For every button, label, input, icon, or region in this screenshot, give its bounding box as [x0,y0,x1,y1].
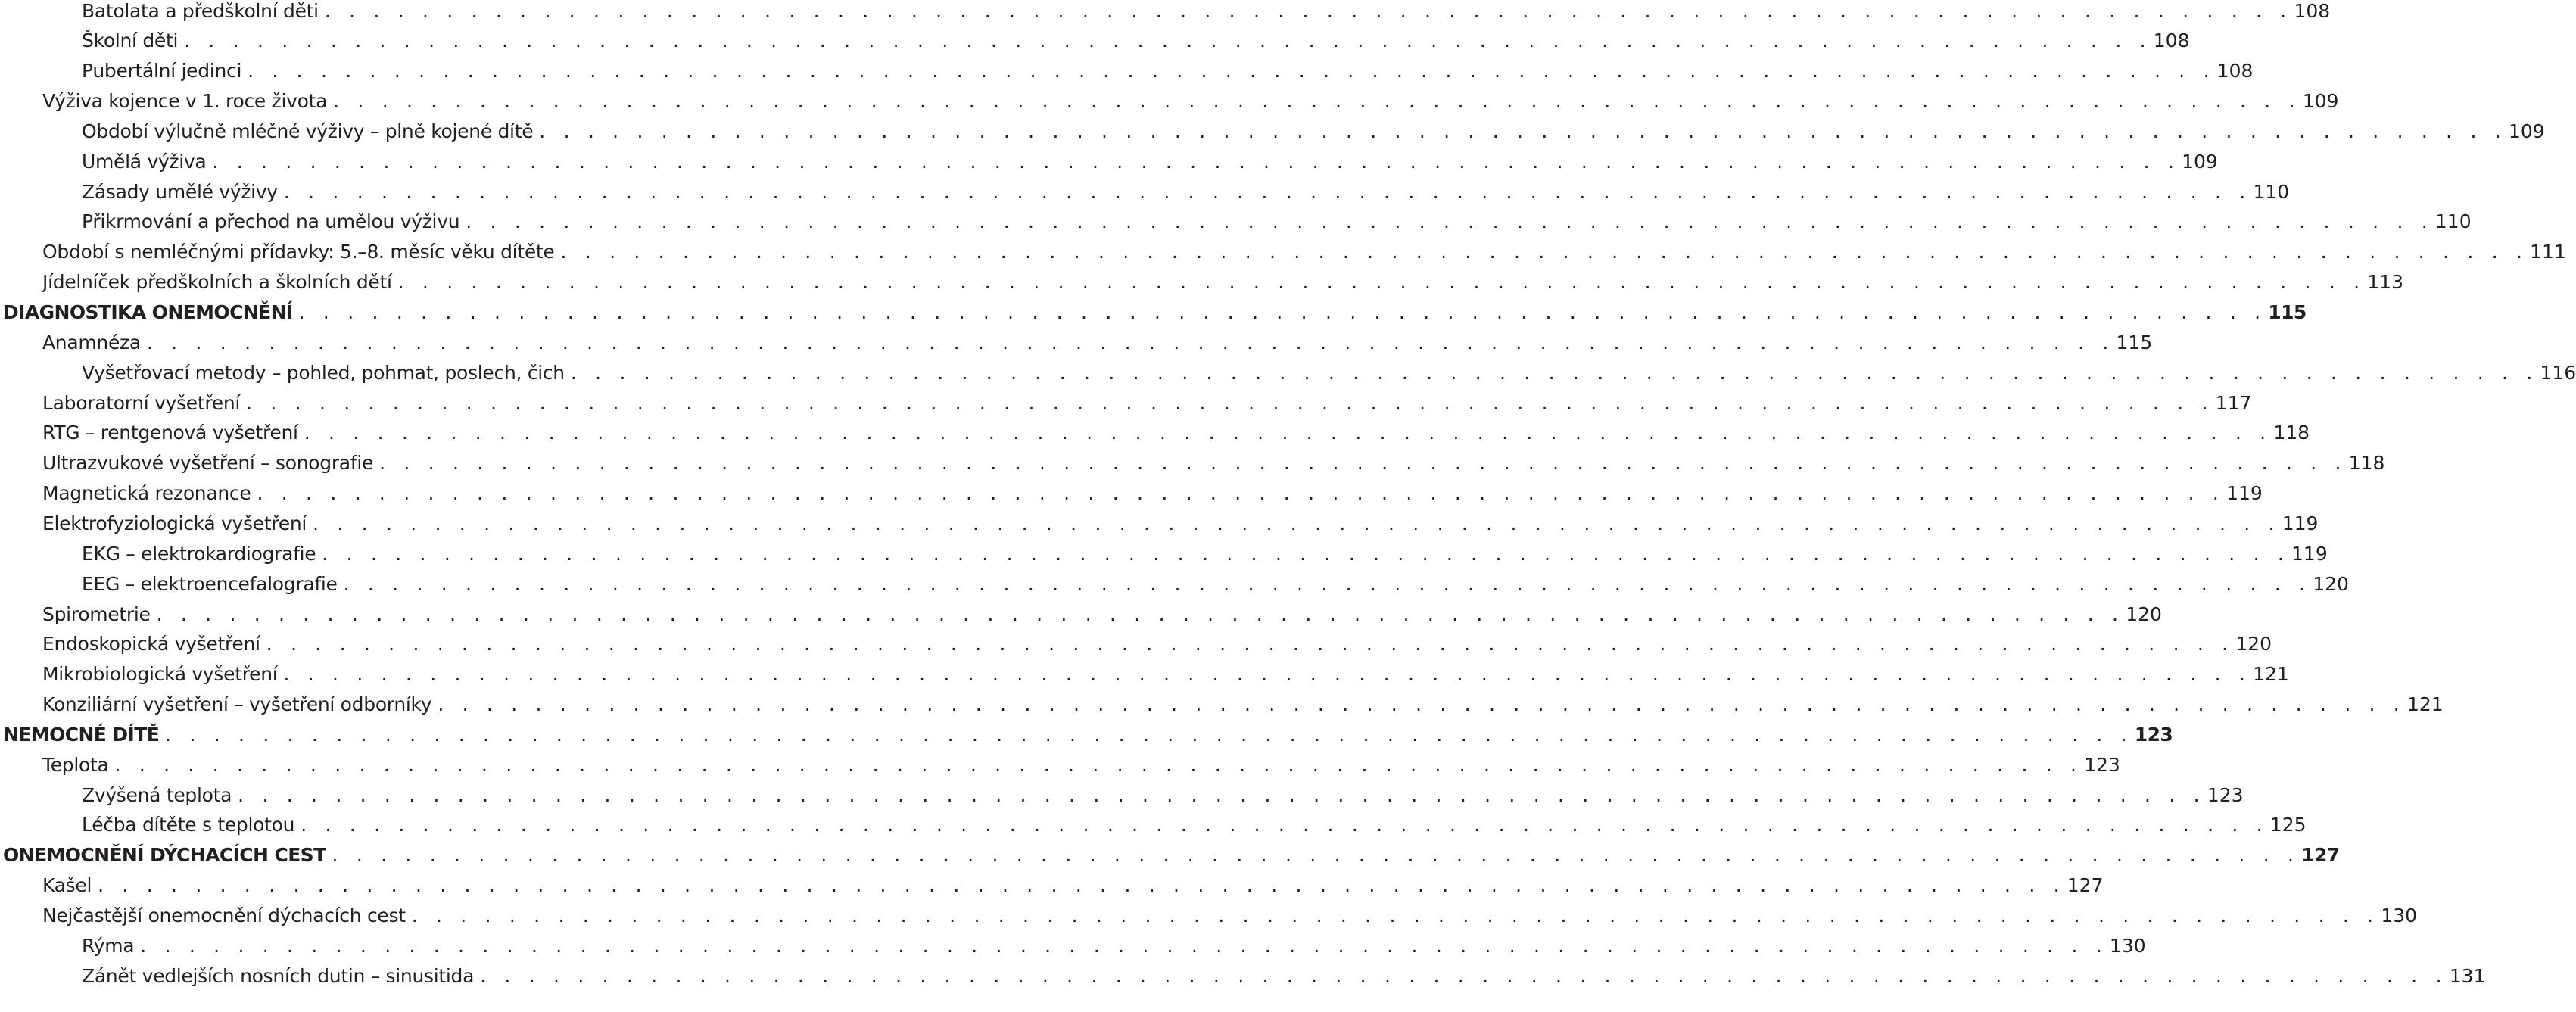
toc-entry-title: Endoskopická vyšetření [42,633,260,655]
toc-dot-leader: . . . . . . . . . . . . . . . . . . . . . . . . . . . . . . . . . . . . . . . . . . . . . . . . . . . . . . . . . . . . . . . . . . . . . . . . . . . . . . . . . [480,964,2448,987]
toc-entry-title: Přikrmování a přechod na umělou výživu [82,210,460,233]
toc-entry-row [82,176,2290,207]
toc-entry[interactable] [0,961,2486,991]
toc-entry[interactable] [0,146,2218,176]
toc-dot-leader: . . . . . . . . . . . . . . . . . . . . . . . . . . . . . . . . . . . . . . . . . . . . . . . . . . . . . . . . . . . . . . . . . . . . . . . . . . . . . . . . . [304,422,2272,444]
toc-dot-leader: . . . . . . . . . . . . . . . . . . . . . . . . . . . . . . . . . . . . . . . . . . . . . . . . . . . . . . . . . . . . . . . . . . . . . . . . . . . . . . . . . [257,482,2226,505]
toc-entry-page-number: 115 [2268,301,2307,323]
toc-entry-title: Zásady umělé výživy [82,180,278,203]
toc-dot-leader: . . . . . . . . . . . . . . . . . . . . . . . . . . . . . . . . . . . . . . . . . . . . . . . . . . . . . . . . . . . . . . . . . . . . . . . . . . . . . . . . . [283,663,2252,686]
toc-dot-leader: . . . . . . . . . . . . . . . . . . . . . . . . . . . . . . . . . . . . . . . . . . . . . . . . . . . . . . . . . . . . . . . . . . . . . . . . . . . . . . . . . [146,331,2115,353]
toc-dot-leader: . . . . . . . . . . . . . . . . . . . . . . . . . . . . . . . . . . . . . . . . . . . . . . . . . . . . . . . . . . . . . . . . . . . . . . . . . . . . . . . . . [114,753,2083,776]
toc-dot-leader: . . . . . . . . . . . . . . . . . . . . . . . . . . . . . . . . . . . . . . . . . . . . . . . . . . . . . . . . . . . . . . . . . . . . . . . . . . . . . . . . . [156,603,2125,625]
toc-dot-leader: . . . . . . . . . . . . . . . . . . . . . . . . . . . . . . . . . . . . . . . . . . . . . . . . . . . . . . . . . . . . . . . . . . . . . . . . . . . . . . . . . [140,934,2108,957]
toc-entry-page-number: 125 [2269,814,2307,836]
toc-entry[interactable] [0,116,2545,146]
toc-dot-leader: . . . . . . . . . . . . . . . . . . . . . . . . . . . . . . . . . . . . . . . . . . . . . . . . . . . . . . . . . . . . . . . . . . . . . . . . . . . . . . . . . [248,60,2216,83]
toc-chapter-entry[interactable] [0,297,2307,328]
toc-entry-row [42,237,2566,267]
toc-entry[interactable] [0,478,2263,509]
toc-entry-title: Magnetická rezonance [42,482,251,505]
toc-entry-title: Rýma [82,934,135,957]
toc-entry-row [42,388,2252,418]
toc-entry-page-number: 111 [2530,241,2566,263]
toc-entry[interactable] [0,568,2349,599]
toc-entry-title: Konziliární vyšetření – vyšetření odborníky [42,693,432,716]
toc-entry-page-number: 119 [2291,542,2328,565]
toc-entry-title: NEMOCNÉ DÍTĚ [3,723,160,746]
toc-dot-leader: . . . . . . . . . . . . . . . . . . . . . . . . . . . . . . . . . . . . . . . . . . . . . . . . . . . . . . . . . . . . . . . . . . . . . . . . . . . . . . . . . [322,542,2291,565]
toc-entry-title: Laboratorní vyšetření [42,391,241,414]
toc-dot-leader: . . . . . . . . . . . . . . . . . . . . . . . . . . . . . . . . . . . . . . . . . . . . . . . . . . . . . . . . . . . . . . . . . . . . . . . . . . . . . . . . . [397,271,2366,294]
toc-entry-page-number: 109 [2508,120,2545,142]
toc-entry-row [42,267,2403,297]
toc-entry-title: Léčba dítěte s teplotou [82,814,295,836]
toc-entry[interactable] [0,237,2566,267]
toc-entry-title: RTG – rentgenová vyšetření [42,422,298,444]
toc-entry-page-number: 120 [2126,603,2162,625]
toc-entry-row [82,930,2146,961]
toc-dot-leader: . . . . . . . . . . . . . . . . . . . . . . . . . . . . . . . . . . . . . . . . . . . . . . . . . . . . . . . . . . . . . . . . . . . . . . . . . . . . . . . . . [98,874,2066,897]
toc-entry-row [82,116,2545,146]
toc-entry[interactable] [0,538,2328,568]
toc-dot-leader: . . . . . . . . . . . . . . . . . . . . . . . . . . . . . . . . . . . . . . . . . . . . . . . . . . . . . . . . . . . . . . . . . . . . . . . . . . . . . . . . . [238,783,2206,806]
toc-entry[interactable] [0,629,2272,659]
toc-entry-title: Jídelníček předškolních a školních dětí [42,271,392,294]
toc-entry[interactable] [0,508,2319,538]
toc-dot-leader: . . . . . . . . . . . . . . . . . . . . . . . . . . . . . . . . . . . . . . . . . . . . . . . . . . . . . . . . . . . . . . . . . . . . . . . . . . . . . . . . . [184,30,2152,52]
toc-entry-title: Batolata a předškolní děti [82,0,319,22]
toc-entry-title: Vyšetřovací metody – pohled, pohmat, poslech, čich [82,361,565,384]
toc-entry[interactable] [0,810,2307,840]
toc-entry-title: Zánět vedlejších nosních dutin – sinusitida [82,964,475,987]
toc-entry-row [82,780,2244,810]
toc-entry-title: Školní děti [82,30,179,52]
toc-entry-row [42,478,2263,509]
toc-entry-title: Zvýšená teplota [82,783,232,806]
toc-entry-page-number: 127 [2301,844,2340,867]
toc-entry-row [42,508,2319,538]
toc-entry[interactable] [0,599,2162,629]
toc-entry-page-number: 108 [2216,60,2254,83]
toc-dot-leader: . . . . . . . . . . . . . . . . . . . . . . . . . . . . . . . . . . . . . . . . . . . . . . . . . . . . . . . . . . . . . . . . . . . . . . . . . . . . . . . . . [212,150,2181,173]
toc-dot-leader: . . . . . . . . . . . . . . . . . . . . . . . . . . . . . . . . . . . . . . . . . . . . . . . . . . . . . . . . . . . . . . . . . . . . . . . . . . . . . . . . . [165,723,2133,746]
toc-dot-leader: . . . . . . . . . . . . . . . . . . . . . . . . . . . . . . . . . . . . . . . . . . . . . . . . . . . . . . . . . . . . . . . . . . . . . . . . . . . . . . . . . [560,241,2529,263]
toc-dot-leader: . . . . . . . . . . . . . . . . . . . . . . . . . . . . . . . . . . . . . . . . . . . . . . . . . . . . . . . . . . . . . . . . . . . . . . . . . . . . . . . . . [266,633,2235,655]
toc-entry-title: Elektrofyziologická vyšetření [42,512,307,534]
toc-dot-leader: . . . . . . . . . . . . . . . . . . . . . . . . . . . . . . . . . . . . . . . . . . . . . . . . . . . . . . . . . . . . . . . . . . . . . . . . . . . . . . . . . [411,905,2380,926]
toc-entry-title: Mikrobiologická vyšetření [42,663,278,686]
toc-entry-row [3,719,2173,749]
toc-entry-row [82,961,2486,991]
toc-entry[interactable] [0,56,2254,86]
toc-entry-page-number: 109 [2302,90,2339,113]
toc-chapter-entry[interactable] [0,719,2173,749]
toc-entry-row [42,86,2339,117]
toc-entry[interactable] [0,870,2104,901]
toc-entry[interactable] [0,327,2153,357]
toc-entry-title: Kašel [42,874,92,897]
toc-entry-row [42,870,2104,901]
toc-entry-title: Anamnéza [42,331,141,353]
toc-entry-row [42,448,2385,478]
toc-entry-page-number: 115 [2116,331,2153,353]
toc-entry[interactable] [0,448,2385,478]
toc-entry-page-number: 108 [2294,0,2331,22]
toc-entry-row [82,56,2254,86]
toc-entry[interactable] [0,357,2576,388]
toc-entry[interactable] [0,930,2146,961]
toc-entry-page-number: 123 [2084,753,2120,776]
toc-entry-page-number: 130 [2109,934,2146,957]
toc-entry-row [82,357,2576,388]
toc-entry-page-number: 120 [2235,633,2272,655]
toc-entry-page-number: 110 [2253,180,2290,203]
toc-entry-title: EKG – elektrokardiografie [82,542,316,565]
toc-entry-row [82,0,2331,26]
toc-entry-page-number: 123 [2134,723,2173,746]
toc-dot-leader: . . . . . . . . . . . . . . . . . . . . . . . . . . . . . . . . . . . . . . . . . . . . . . . . . . . . . . . . . . . . . . . . . . . . . . . . . . . . . . . . . [539,120,2507,142]
toc-entry-title: Teplota [42,753,109,776]
toc-entry-row [42,690,2444,720]
toc-entry[interactable] [0,388,2252,418]
toc-entry[interactable] [0,86,2339,117]
toc-entry-row [42,599,2162,629]
toc-entry-page-number: 121 [2253,663,2289,686]
toc-entry-title: Nejčastější onemocnění dýchacích cest [42,905,406,926]
toc-dot-leader: . . . . . . . . . . . . . . . . . . . . . . . . . . . . . . . . . . . . . . . . . . . . . . . . . . . . . . . . . . . . . . . . . . . . . . . . . . . . . . . . . [466,210,2434,233]
toc-entry[interactable] [0,901,2418,931]
toc-entry-title: Výživa kojence v 1. roce života [42,90,328,113]
toc-entry-page-number: 109 [2182,150,2218,173]
toc-entry-row [42,749,2120,780]
toc-dot-leader: . . . . . . . . . . . . . . . . . . . . . . . . . . . . . . . . . . . . . . . . . . . . . . . . . . . . . . . . . . . . . . . . . . . . . . . . . . . . . . . . . [313,512,2281,534]
toc-entry-page-number: 119 [2226,482,2263,505]
toc-entry-row [42,901,2418,931]
toc-dot-leader: . . . . . . . . . . . . . . . . . . . . . . . . . . . . . . . . . . . . . . . . . . . . . . . . . . . . . . . . . . . . . . . . . . . . . . . . . . . . . . . . . [324,0,2293,22]
toc-entry-row [3,297,2307,328]
toc-entry-page-number: 118 [2273,422,2310,444]
toc-entry-row [82,207,2472,237]
toc-entry-page-number: 121 [2406,693,2444,716]
toc-entry-page-number: 120 [2313,572,2349,595]
toc-entry-title: Spirometrie [42,603,151,625]
toc-entry-title: Ultrazvukové vyšetření – sonografie [42,452,374,475]
toc-entry-title: EEG – elektroencefalografie [82,572,338,595]
toc-entry[interactable] [0,207,2472,237]
toc-entry-row [42,327,2153,357]
toc-entry[interactable] [0,418,2310,448]
toc-entry-row [42,629,2272,659]
toc-entry-page-number: 110 [2434,210,2472,233]
toc-entry-page-number: 118 [2348,452,2385,475]
toc-dot-leader: . . . . . . . . . . . . . . . . . . . . . . . . . . . . . . . . . . . . . . . . . . . . . . . . . . . . . . . . . . . . . . . . . . . . . . . . . . . . . . . . . [379,452,2347,475]
toc-entry-row [42,418,2310,448]
toc-entry-page-number: 127 [2067,874,2104,897]
toc-entry[interactable] [0,749,2120,780]
toc-entry-title: ONEMOCNĚNÍ DÝCHACÍCH CEST [3,844,326,867]
toc-dot-leader: . . . . . . . . . . . . . . . . . . . . . . . . . . . . . . . . . . . . . . . . . . . . . . . . . . . . . . . . . . . . . . . . . . . . . . . . . . . . . . . . . [332,844,2300,867]
toc-entry[interactable] [0,26,2190,56]
toc-dot-leader: . . . . . . . . . . . . . . . . . . . . . . . . . . . . . . . . . . . . . . . . . . . . . . . . . . . . . . . . . . . . . . . . . . . . . . . . . . . . . . . . . [246,391,2214,414]
toc-dot-leader: . . . . . . . . . . . . . . . . . . . . . . . . . . . . . . . . . . . . . . . . . . . . . . . . . . . . . . . . . . . . . . . . . . . . . . . . . . . . . . . . . [343,572,2312,595]
toc-entry[interactable] [0,690,2444,720]
toc-entry-page-number: 131 [2449,964,2486,987]
toc-entry-page-number: 113 [2367,271,2403,294]
toc-entry[interactable] [0,659,2289,690]
toc-dot-leader: . . . . . . . . . . . . . . . . . . . . . . . . . . . . . . . . . . . . . . . . . . . . . . . . . . . . . . . . . . . . . . . . . . . . . . . . . . . . . . . . . [298,301,2267,323]
toc-entry-page-number: 130 [2381,905,2418,926]
toc-entry-title: Období s nemléčnými přídavky: 5.–8. měsíc věku dítěte [42,241,555,263]
toc-entry-row [42,659,2289,690]
toc-entry-page-number: 119 [2282,512,2319,534]
toc-dot-leader: . . . . . . . . . . . . . . . . . . . . . . . . . . . . . . . . . . . . . . . . . . . . . . . . . . . . . . . . . . . . . . . . . . . . . . . . . . . . . . . . . [438,693,2406,716]
toc-entry[interactable] [0,780,2244,810]
toc-chapter-entry[interactable] [0,840,2340,870]
toc-entry-row [3,840,2340,870]
toc-entry-title: Umělá výživa [82,150,207,173]
toc-entry[interactable] [0,267,2403,297]
toc-entry[interactable] [0,0,2331,26]
toc-dot-leader: . . . . . . . . . . . . . . . . . . . . . . . . . . . . . . . . . . . . . . . . . . . . . . . . . . . . . . . . . . . . . . . . . . . . . . . . . . . . . . . . . [333,90,2301,113]
toc-entry-page-number: 123 [2207,783,2244,806]
toc-dot-leader: . . . . . . . . . . . . . . . . . . . . . . . . . . . . . . . . . . . . . . . . . . . . . . . . . . . . . . . . . . . . . . . . . . . . . . . . . . . . . . . . . [283,180,2252,203]
toc-entry-page-number: 117 [2215,391,2252,414]
toc-entry-row [82,146,2218,176]
toc-entry-row [82,538,2328,568]
toc-entry-page-number: 108 [2153,30,2190,52]
toc-entry-title: DIAGNOSTIKA ONEMOCNĚNÍ [3,301,293,323]
toc-entry[interactable] [0,176,2290,207]
toc-entry-page-number: 116 [2540,361,2576,384]
toc-entry-row [82,568,2349,599]
toc-entry-title: Pubertální jedinci [82,60,242,83]
toc-dot-leader: . . . . . . . . . . . . . . . . . . . . . . . . . . . . . . . . . . . . . . . . . . . . . . . . . . . . . . . . . . . . . . . . . . . . . . . . . . . . . . . . . [570,361,2539,384]
toc-entry-title: Období výlučně mléčné výživy – plně kojené dítě [82,120,534,142]
toc-entry-row [82,810,2307,840]
toc-dot-leader: . . . . . . . . . . . . . . . . . . . . . . . . . . . . . . . . . . . . . . . . . . . . . . . . . . . . . . . . . . . . . . . . . . . . . . . . . . . . . . . . . [301,814,2269,836]
toc-entry-row [82,26,2190,56]
